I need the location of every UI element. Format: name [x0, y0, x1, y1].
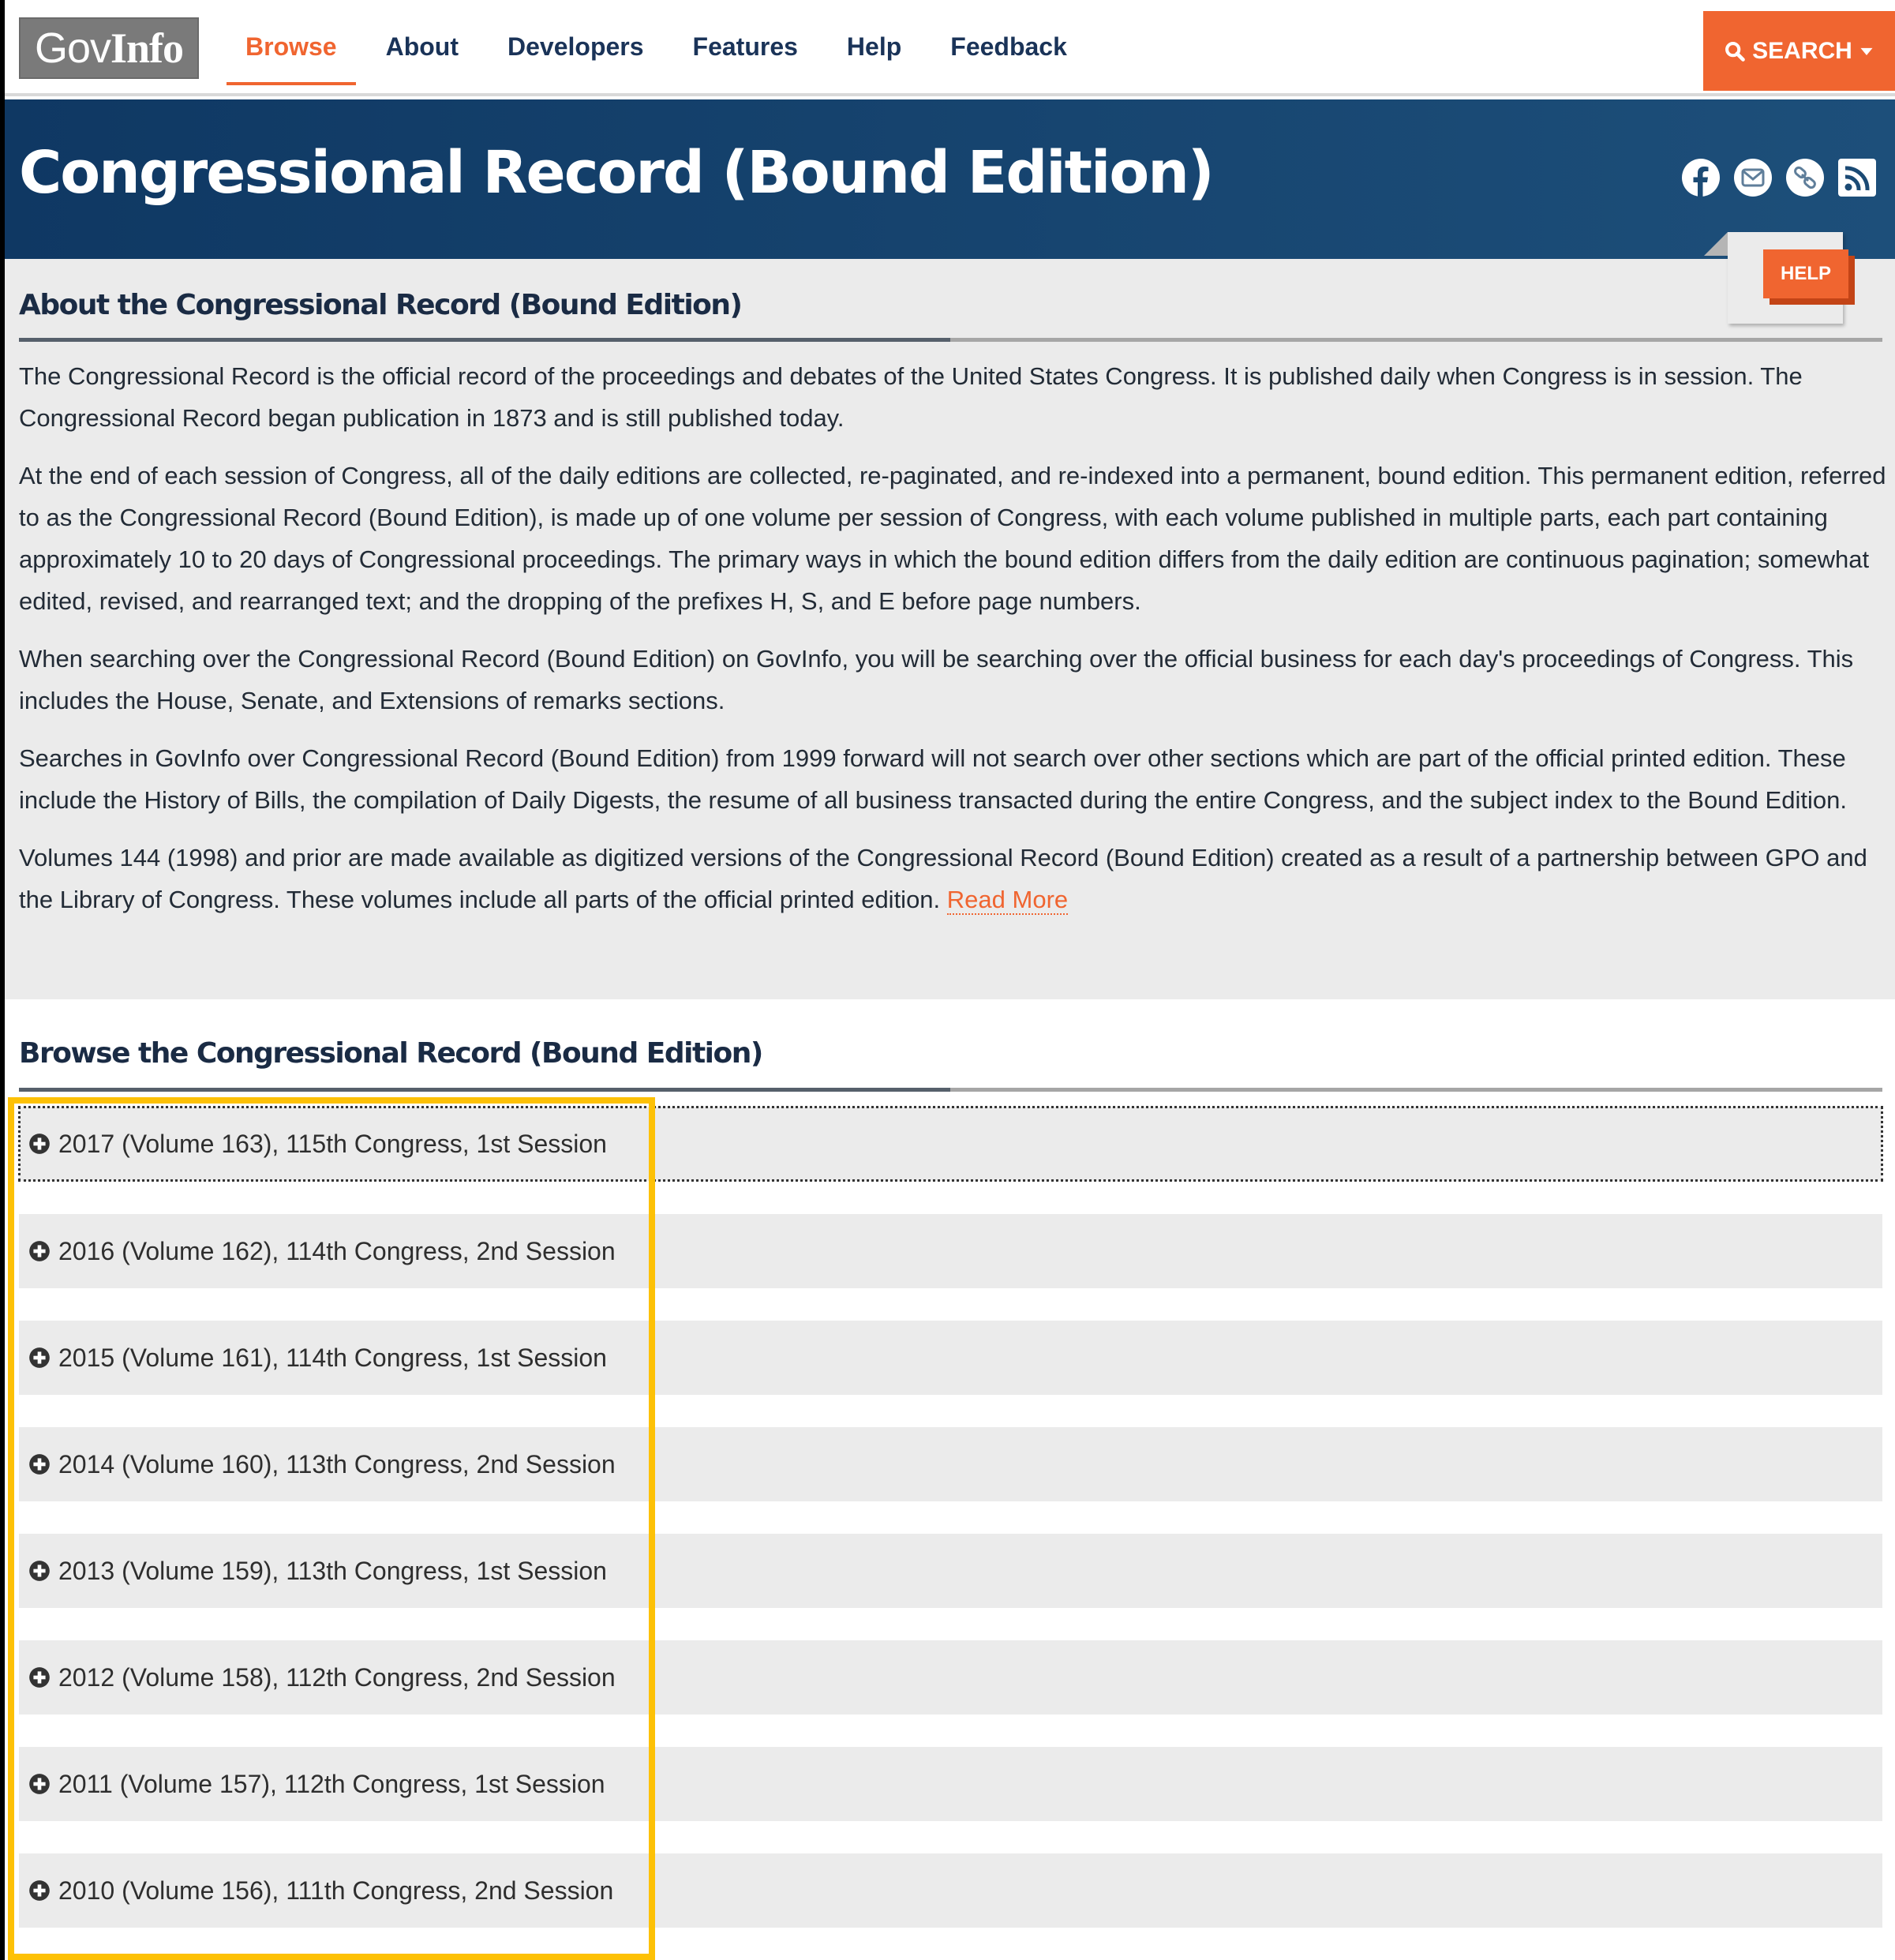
plus-circle-icon [28, 1666, 51, 1688]
browse-heading: Browse the Congressional Record (Bound Edition) [19, 1037, 762, 1070]
plus-circle-icon [28, 1879, 51, 1902]
plus-circle-icon [28, 1347, 51, 1369]
browse-row-2011[interactable] [19, 1747, 1882, 1821]
browse-row-2015[interactable] [19, 1321, 1882, 1395]
logo-info-text: Info [110, 24, 184, 72]
govinfo-logo[interactable] [19, 17, 199, 79]
help-tab [1728, 232, 1843, 324]
browse-row-label: 2012 (Volume 158), 112th Congress, 2nd Session [58, 1662, 616, 1692]
about-paragraph-5-wrap [19, 837, 1889, 920]
browse-row-label: 2017 (Volume 163), 115th Congress, 1st Session [58, 1129, 607, 1158]
browse-heading-rule [19, 1088, 1882, 1092]
about-heading-rule [19, 338, 1882, 342]
browse-row-label: 2015 (Volume 161), 114th Congress, 1st Session [58, 1343, 607, 1372]
link-icon[interactable] [1785, 158, 1825, 197]
search-label: SEARCH [1752, 37, 1852, 64]
browse-row-2012[interactable] [19, 1640, 1882, 1715]
about-text [19, 355, 1889, 936]
browse-row-label: 2011 (Volume 157), 112th Congress, 1st Session [58, 1769, 605, 1798]
nav-browse[interactable]: Browse [221, 0, 361, 93]
browse-row-label: 2016 (Volume 162), 114th Congress, 2nd Session [58, 1236, 616, 1265]
search-button[interactable] [1703, 11, 1895, 91]
browse-row-2010[interactable] [19, 1853, 1882, 1928]
read-more-link[interactable]: Read More [946, 886, 1069, 913]
nav-feedback[interactable]: Feedback [950, 32, 1067, 61]
facebook-icon[interactable] [1681, 158, 1721, 197]
email-icon[interactable] [1733, 158, 1773, 197]
plus-circle-icon [28, 1773, 51, 1795]
logo-gov-text: Gov [34, 24, 110, 72]
about-section [5, 259, 1895, 999]
search-icon [1724, 40, 1746, 62]
about-paragraph-5: Volumes 144 (1998) and prior are made available as digitized versions of the Congressional Record (Bound Edition) created as a result of a partnership between GPO and the Library of Congress. These volumes include all parts of the official printed edition. [19, 844, 1867, 913]
browse-row-2014[interactable] [19, 1427, 1882, 1501]
plus-circle-icon [28, 1560, 51, 1582]
plus-circle-icon [28, 1453, 51, 1475]
about-paragraph-1: The Congressional Record is the official record of the proceedings and debates of the United States Congress. It is published daily when Congress is in session. The Congressional Record began publication in 1873 and is still published today. [19, 362, 1803, 432]
browse-row-2013[interactable] [19, 1534, 1882, 1608]
page-title: Congressional Record (Bound Edition) [19, 139, 1213, 207]
nav-about[interactable]: About [385, 32, 459, 61]
help-button[interactable]: HELP [1763, 249, 1848, 298]
main-nav [221, 0, 1092, 93]
nav-help[interactable]: Help [846, 32, 902, 61]
share-icons [1681, 158, 1877, 197]
nav-features[interactable]: Features [692, 32, 798, 61]
rss-icon[interactable] [1837, 158, 1877, 197]
page [5, 0, 1895, 1960]
plus-circle-icon [28, 1240, 51, 1262]
browse-row-label: 2014 (Volume 160), 113th Congress, 2nd Session [58, 1449, 616, 1478]
top-header [5, 0, 1895, 96]
about-paragraph-2: At the end of each session of Congress, all of the daily editions are collected, re-paginated, and re-indexed into a permanent, bound edition. This permanent edition, referred to as the Congressional Record (Bound Edition), is made up of one volume per session of Congress, with each volume published in multiple parts, each part containing approximately 10 to 20 days of Congressional proceedings. The primary ways in which the bound edition differs from the daily edition are continuous pagination; somewhat edited, revised, and rearranged text; and the dropping of the prefixes H, S, and E before page numbers. [19, 462, 1886, 615]
browse-row-label: 2013 (Volume 159), 113th Congress, 1st Session [58, 1556, 607, 1585]
page-banner [5, 99, 1895, 259]
about-paragraph-4: Searches in GovInfo over Congressional Record (Bound Edition) from 1999 forward will not search over other sections which are part of the official printed edition. These include the History of Bills, the compilation of Daily Digests, the resume of all business transacted during the entire Congress, and the subject index to the Bound Edition. [19, 744, 1847, 814]
nav-developers[interactable]: Developers [507, 32, 644, 61]
about-paragraph-3: When searching over the Congressional Record (Bound Edition) on GovInfo, you will be searching over the official business for each day's proceedings of Congress. This includes the House, Senate, and Extensions of remarks sections. [19, 645, 1854, 714]
about-heading: About the Congressional Record (Bound Edition) [19, 289, 742, 321]
browse-row-2017[interactable] [19, 1107, 1882, 1181]
caret-down-icon [1859, 43, 1874, 59]
plus-circle-icon [28, 1133, 51, 1155]
browse-row-2016[interactable] [19, 1214, 1882, 1288]
browse-row-label: 2010 (Volume 156), 111th Congress, 2nd Session [58, 1876, 614, 1905]
